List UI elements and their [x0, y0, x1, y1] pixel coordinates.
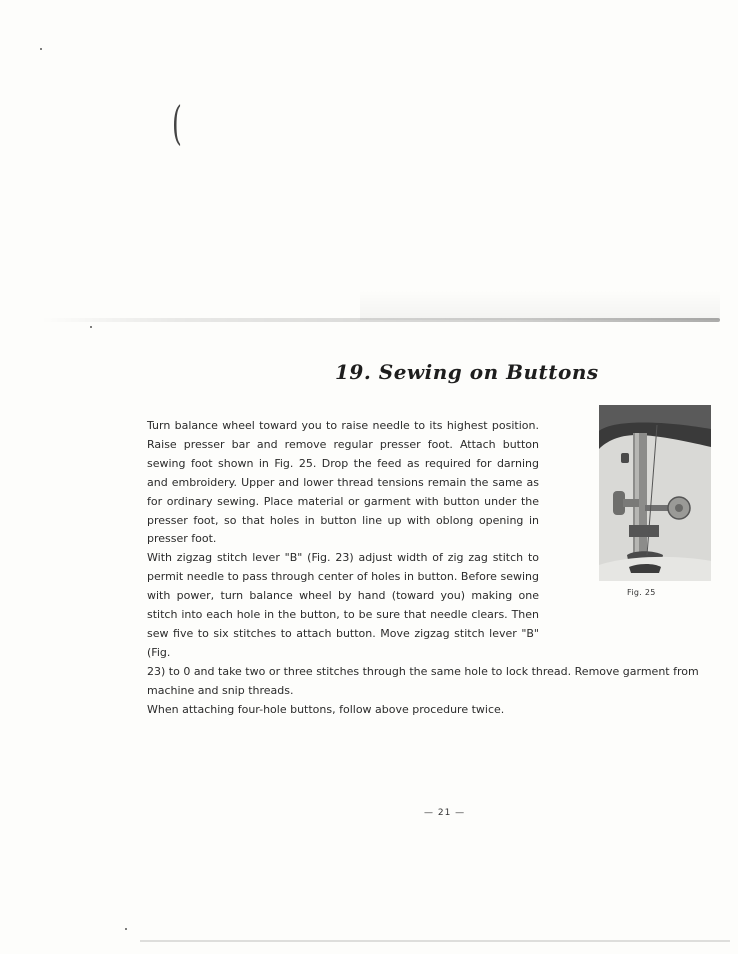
- page-fold-shadow: [360, 290, 720, 320]
- button-foot-photo: [599, 405, 711, 581]
- paragraph-4: machine and snip threads.: [147, 683, 294, 697]
- page-fold-line: [40, 318, 720, 322]
- paragraph-3: 23) to 0 and take two or three stitches through the same hole to lock thread. Remove garment from: [147, 664, 699, 678]
- paragraph-2: With zigzag stitch lever "B" (Fig. 23) adjust width of zig zag stitch to permit needle to pass through center of holes in button. Before sewing with power, turn balance wheel by hand (toward you) making one stitch into each hole in the button, to be sure that needle clears. Then sew five to six stitches to attach button. Move zigzag stitch lever "B" (Fig.: [147, 551, 539, 659]
- page-number: — 21 —: [424, 808, 466, 818]
- section-title: 19. Sewing on Buttons: [335, 360, 599, 384]
- figure-caption: Fig. 25: [627, 588, 656, 597]
- paragraph-1: Turn balance wheel toward you to raise needle to its highest position. Raise presser bar and remove regular presser foot. Attach button sewing foot shown in Fig. 25. Drop the feed as required for darning and embroidery. Upper and lower thread tensions remain the same as for ordinary sewing. Place material or garment with button under the presser foot, so that holes in button line up with oblong opening in presser foot.: [147, 419, 539, 546]
- scan-speck: [125, 928, 127, 930]
- paren-mark: (: [172, 96, 182, 150]
- scan-speck: [40, 48, 42, 50]
- body-text: [147, 417, 699, 720]
- sewing-machine-illustration: [599, 405, 711, 581]
- bottom-edge-line: [140, 940, 730, 942]
- paragraph-5: When attaching four-hole buttons, follow above procedure twice.: [147, 702, 505, 716]
- scan-speck: [90, 326, 92, 328]
